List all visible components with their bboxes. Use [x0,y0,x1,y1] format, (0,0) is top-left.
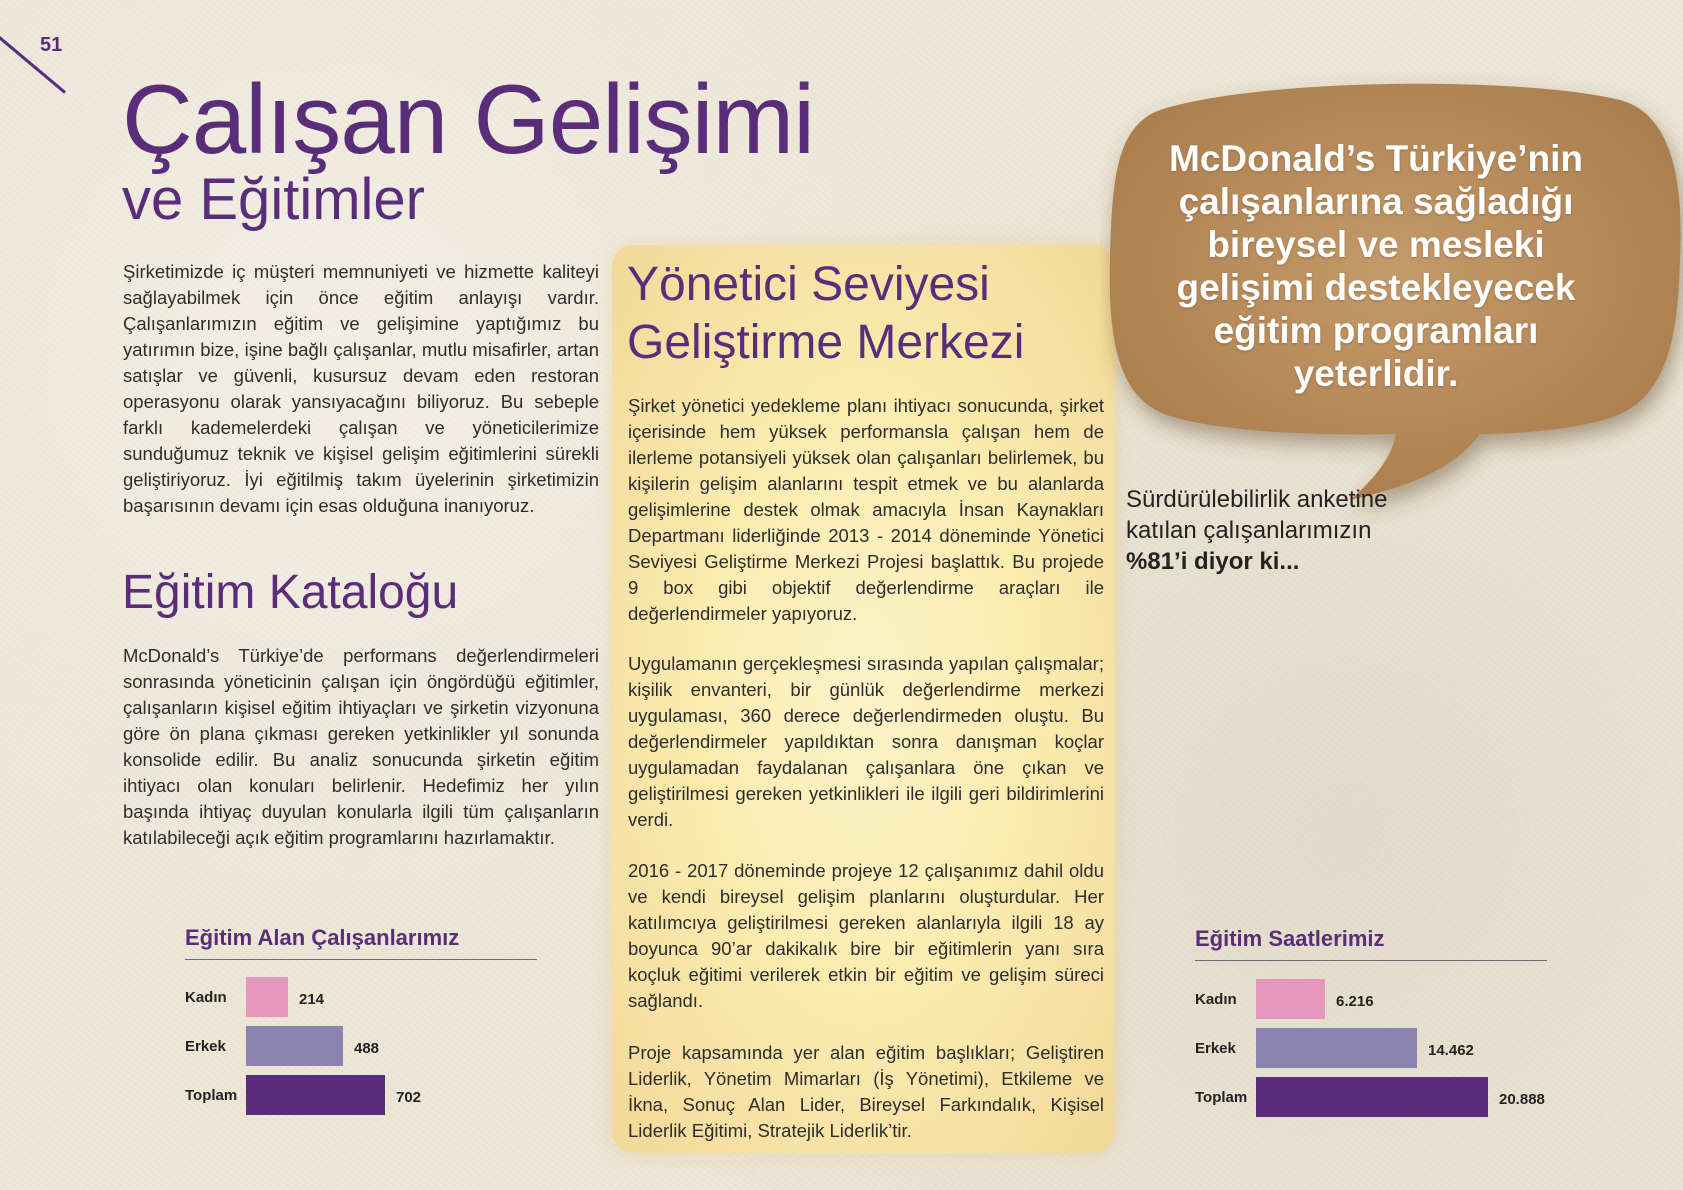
bubble-line-1: McDonald’s Türkiye’nin [1169,138,1583,179]
chart-category-label: Erkek [1195,1040,1236,1057]
chart-title: Eğitim Alan Çalışanlarımız [185,925,460,950]
chart-title-rule [185,959,537,960]
page-number: 51 [40,34,63,56]
chart-category-label: Toplam [185,1087,238,1104]
intro-paragraph: Şirketimizde iç müşteri memnuniyeti ve hizmette kaliteyi sağlayabilmek için önce eğitim anlayışı vardır. Çalışanlarımızın eğitim ve gelişimine yaptığımız bu yatırımın bize, işine bağlı çalışanlar, mutlu misafirler, artan satışlar ve güvenli, kusursuz devam eden restoran operasyonu olarak yansıyacağını biliyoruz. Bu sebeple farklı kademelerdeki çalışan ve yöneticilerimize sunduğumuz teknik ve kişisel gelişim eğitimlerini sürekli geliştiriyoruz. İyi eğitilmiş takım üyelerinin şirketimizin başarısının devamı için esas olduğuna inanıyoruz. [123,261,599,516]
chart-bar-toplam [246,1075,385,1115]
survey-line-1: Sürdürülebilirlik anketine [1126,486,1388,513]
bubble-quote [1160,137,1592,395]
chart-bar-erkek [246,1026,343,1066]
chart-bar-toplam [1256,1077,1488,1117]
chart-bar-kadın [246,977,288,1017]
chart-title-rule [1195,960,1547,961]
catalog-paragraph: McDonald’s Türkiye’de performans değerlendirmeleri sonrasında yöneticinin çalışan için öngördüğü eğitimler, çalışanların kişisel eğitim ihtiyaçları ve şirketin vizyonuna göre ön plana çıkması gereken yetkinlikler yıl sonunda konsolide edilir. Bu analiz sonucunda şirketin eğitim ihtiyacı olan konuları belirlenir. Hedefimiz her yılın başında ihtiyaç duyulan konularla ilgili tüm çalışanların katılabileceği açık eğitim programlarını hazırlamaktır. [123,645,599,848]
chart-value-label: 488 [354,1040,380,1057]
chart-bar-kadın [1256,979,1325,1019]
chart-bar-erkek [1256,1028,1417,1068]
bubble-line-3: bireysel ve mesleki [1207,224,1545,265]
bubble-line-2: çalışanlarına sağladığı [1178,181,1574,222]
survey-caption [1126,484,1387,577]
chart-category-label: Kadın [185,989,227,1006]
bubble-line-6: yeterlidir. [1293,353,1459,394]
chart-value-label: 14.462 [1428,1042,1474,1059]
page-title: Çalışan Gelişimi [122,64,814,174]
chart-value-label: 20.888 [1499,1091,1545,1108]
center-paragraph-4: Proje kapsamında yer alan eğitim başlıkları; Geliştiren Liderlik, Yönetim Mimarları (İş Yönetimi), Etkileme ve İkna, Sonuç Alan Lider, Bireysel Farkındalık, Kişisel Liderlik Eğitimi, Stratejik Liderlik’tir. [628,1042,1104,1141]
chart-value-label: 702 [396,1089,422,1106]
center-paragraph-3: 2016 - 2017 döneminde projeye 12 çalışanımız dahil oldu ve kendi bireysel gelişim planlarını oluşturdular. Her katılımcıya geliştirilmesi gereken alanlarıyla ilgili 18 ay boyunca 90’ar dakikalık bire bir eğitimlerin yanı sıra koçluk eğitimi verilerek etkin bir eğitim ve gelişim süreci sağlandı. [628,860,1104,1011]
chart-category-label: Kadın [1195,991,1237,1008]
bubble-line-4: gelişimi destekleyecek [1176,267,1576,308]
chart-value-label: 6.216 [1336,993,1374,1010]
center-heading-line1: Yönetici Seviyesi [627,258,990,311]
center-paragraph-1: Şirket yönetici yedekleme planı ihtiyacı sonucunda, şirket içerisinde hem yüksek performansla çalışan hem de ilerleme potansiyeli yüksek olan çalışanları belirlemek, bu kişilerin gelişim alanlarını tespit etmek ve bu alanlarda gelişimlerine destek olmak amacıyla İnsan Kaynakları Departmanı liderliğinde 2013 - 2014 döneminde Yönetici Seviyesi Geliştirme Merkezi Projesi başlattık. Bu projede 9 box gibi objektif değerlendirme araçları ile değerlendirmeler yapıyoruz. [628,395,1104,624]
chart-category-label: Toplam [1195,1089,1248,1106]
center-heading [627,256,1107,372]
chart-title: Eğitim Saatlerimiz [1195,926,1385,951]
chart-category-label: Erkek [185,1038,226,1055]
center-heading-line2: Geliştirme Merkezi [627,316,1025,369]
chart-value-label: 214 [299,991,325,1008]
page-subtitle: ve Eğitimler [122,167,425,232]
center-paragraph-2: Uygulamanın gerçekleşmesi sırasında yapılan çalışmalar; kişilik envanteri, bir günlük değerlendirme merkezi uygulaması, 360 derece değerlendirmeden oluştu. Bu değerlendirmeler yapıldıktan sonra danışman koçlar uygulamadan faydalanan çalışanlara öne çıkan ve geliştirilmesi gereken yetkinlikleri ile ilgili geri bildirimlerini verdi. [628,653,1104,830]
survey-line-3: %81’i diyor ki... [1126,548,1300,575]
bubble-line-5: eğitim programları [1213,310,1539,351]
survey-line-2: katılan çalışanlarımızın [1126,517,1372,544]
catalog-heading: Eğitim Kataloğu [122,566,459,619]
